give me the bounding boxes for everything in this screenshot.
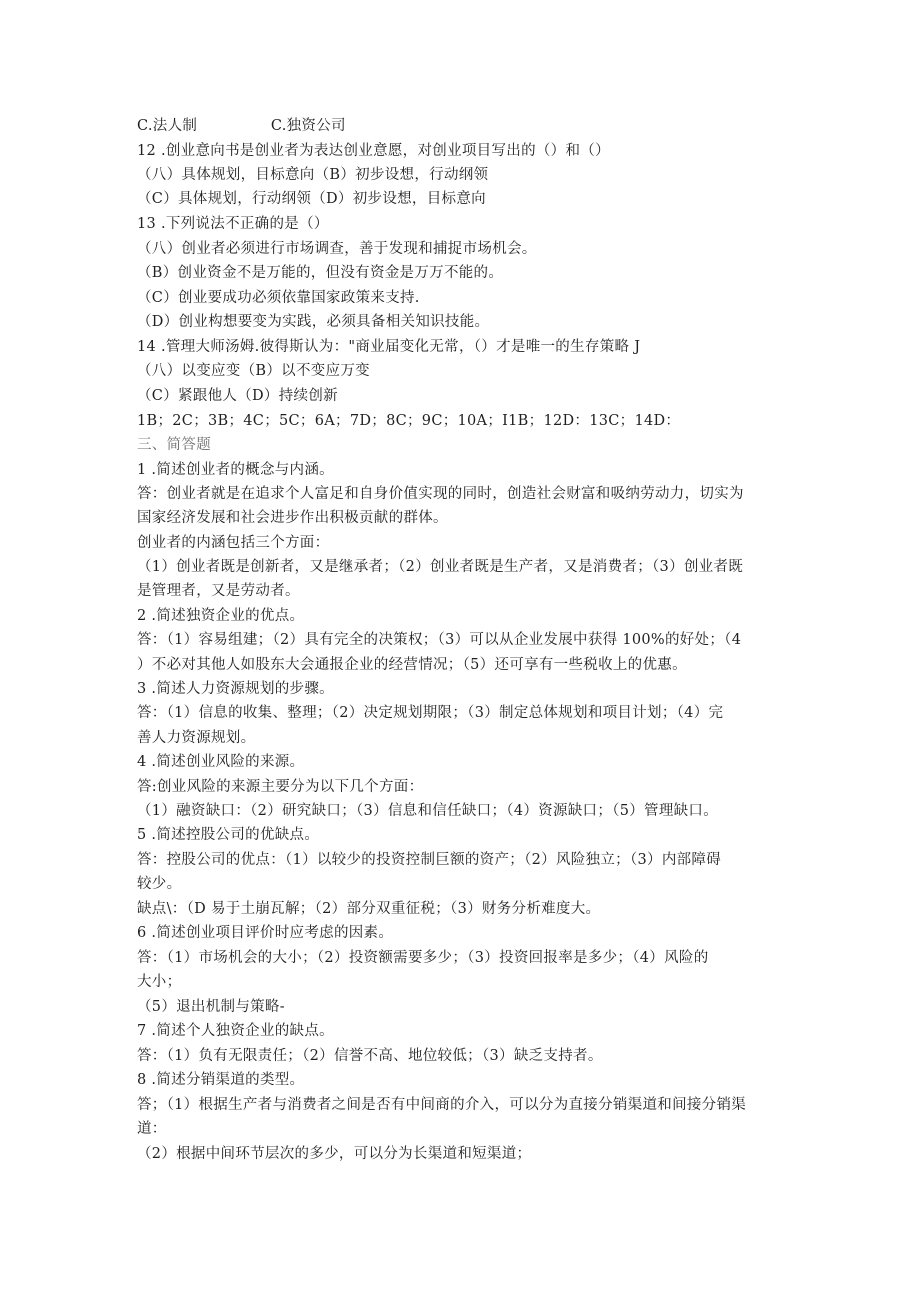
answer-line: （1）创业者既是创新者，又是继承者；（2）创业者既是生产者，又是消费者；（3）创业者既 [137,559,744,575]
short-question-8: 8 .简述分销渠道的类型。 [137,1072,305,1088]
option-line: （八）创业者必须进行市场调查，善于发现和捕捉市场机会。 [137,241,537,257]
answer-key: 1B；2C；3B；4C；5C；6A；7D；8C；9C；10A；I1B；12D：13C；14D： [137,413,681,429]
answer-line: 答：（1）容易组建；（2）具有完全的决策权；（3）可以从企业发展中获得 100%的好处；（4 [137,632,742,648]
answer-line: 答；（1）根据生产者与消费者之间是否有中间商的介入，可以分为直接分销渠道和间接分销渠 [137,1097,747,1113]
answer-line: （5）退出机制与策略- [137,999,285,1015]
answer-line: 答：（1）信息的收集、整理；（2）决定规划期限；（3）制定总体规划和项目计划；（4）完 [137,705,724,721]
answer-line: 大小； [137,974,182,990]
option-line: C.法人制 C.独资公司 [137,118,346,134]
answer-line: 较少。 [137,876,182,892]
question-14: 14 .管理大师汤姆.彼得斯认为："商业届变化无常，（）才是唯一的生存策略 J [137,339,641,355]
option-line: （八）以变应变（B）以不变应万变 [137,363,370,379]
short-question-3: 3 .简述人力资源规划的步骤。 [137,681,334,697]
short-question-7: 7 .简述个人独资企业的缺点。 [137,1023,334,1039]
answer-line: 道： [137,1121,167,1137]
short-question-5: 5 .简述控股公司的优缺点。 [137,827,320,843]
section-title: 三、简答题 [137,437,211,453]
option-line: （D）创业构想要变为实践，必须具备相关知识技能。 [137,314,490,330]
option-line: （C）创业要成功必须依靠国家政策来支持. [137,290,420,306]
short-question-1: 1 .简述创业者的概念与内涵。 [137,462,334,478]
answer-line: ）不必对其他人如股东大会通报企业的经营情况；（5）还可享有一些税收上的优惠。 [137,657,687,673]
answer-line: 创业者的内涵包括三个方面： [137,535,330,551]
short-question-4: 4 .简述创业风险的来源。 [137,754,305,770]
answer-line: 善人力资源规划。 [137,730,256,746]
option-line: （八）具体规划，目标意向（B）初步设想，行动纲领 [137,167,489,183]
option-line: （C）具体规划，行动纲领（D）初步设想，目标意向 [137,191,486,207]
short-question-2: 2 .简述独资企业的优点。 [137,608,305,624]
answer-line: （1）融资缺口：（2）研究缺口；（3）信息和信任缺口；（4）资源缺口；（5）管理缺口。 [137,803,719,819]
answer-line: 答：创业者就是在追求个人富足和自身价值实现的同时，创造社会财富和吸纳劳动力，切实为 [137,486,744,502]
question-13: 13 .下列说法不正确的是（） [137,216,329,232]
answer-line: （2）根据中间环节层次的多少，可以分为长渠道和短渠道； [137,1146,532,1162]
answer-line: 答：控股公司的优点：（1）以较少的投资控制巨额的资产；（2）风险独立；（3）内部障碍 [137,852,722,868]
question-12: 12 .创业意向书是创业者为表达创业意愿，对创业项目写出的（）和（） [137,143,610,159]
option-line: （B）创业资金不是万能的，但没有资金是万万不能的。 [137,265,504,281]
answer-line: 答:创业风险的来源主要分为以下几个方面： [137,779,424,795]
option-line: （C）紧跟他人（D）持续创新 [137,388,338,404]
answer-line: 缺点\：（D 易于土崩瓦解；（2）部分双重征税；（3）财务分析难度大。 [137,901,601,917]
answer-line: 答：（1）市场机会的大小；（2）投资额需要多少；（3）投资回报率是多少；（4）风险的 [137,950,709,966]
answer-line: 答：（1）负有无限责任；（2）信誉不高、地位较低；（3）缺乏支持者。 [137,1048,603,1064]
short-question-6: 6 .简述创业项目评价时应考虑的因素。 [137,925,394,941]
answer-line: 是管理者，又是劳动者。 [137,583,300,599]
answer-line: 国家经济发展和社会进步作出积极贡献的群体。 [137,510,448,526]
